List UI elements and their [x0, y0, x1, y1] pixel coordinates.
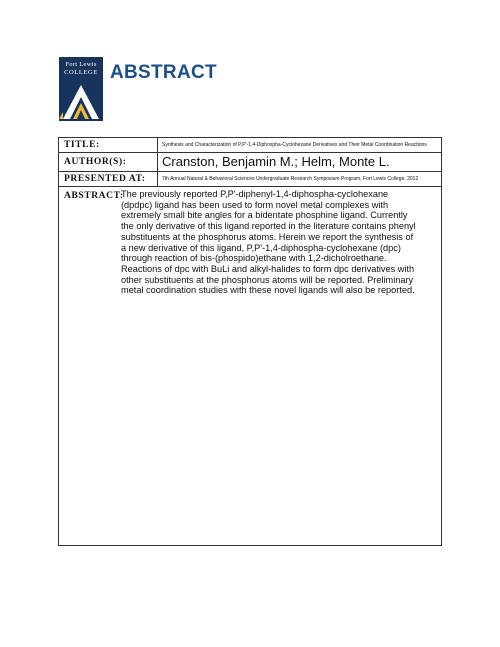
- title-label: TITLE:: [64, 140, 100, 150]
- title-row: [59, 138, 441, 153]
- abstract-line: through reaction of bis-(phospido)ethane with 1,2-dicholroethane.: [121, 253, 387, 264]
- abstract-line: substituents at the phosphorus atoms. Herein we report the synthesis of: [121, 231, 414, 242]
- authors-label: AUTHOR(S):: [64, 157, 127, 167]
- presented-label: PRESENTED AT:: [64, 174, 146, 184]
- logo-mountain-icon: [59, 79, 103, 121]
- logo-line-1: Fort Lewis: [65, 61, 97, 68]
- authors-value: Cranston, Benjamin M.; Helm, Monte L.: [162, 154, 390, 169]
- abstract-line: metal coordination studies with these novel ligands will also be reported.: [121, 285, 415, 296]
- page-title: ABSTRACT: [110, 62, 217, 83]
- column-divider: [157, 172, 158, 186]
- column-divider: [157, 153, 158, 171]
- abstract-text: [121, 189, 439, 296]
- presented-row: [59, 172, 441, 187]
- abstract-label: ABSTRACT:: [64, 191, 124, 201]
- abstract-form: [58, 137, 442, 546]
- abstract-line: a new derivative of this ligand, P,P'-1,4-diphospha-cyclohexane (dpc): [121, 242, 401, 253]
- column-divider: [157, 138, 158, 152]
- abstract-line: extremely small bite angles for a bidentate phosphine ligand. Currently: [121, 210, 408, 221]
- authors-row: [59, 153, 441, 172]
- abstract-line: (dpdpc) ligand has been used to form novel metal complexes with: [121, 199, 389, 210]
- presented-value: 7th Annual Natural & Behavioral Sciences Undergraduate Research Symposium Program, Fort Lewis College, 2012: [162, 176, 419, 182]
- abstract-line: The previously reported P,P'-diphenyl-1,4-diphospha-cyclohexane: [121, 189, 389, 199]
- abstract-line: other substituents at the phosphorus atoms will be reported. Preliminary: [121, 274, 414, 285]
- title-value: Synthesis and Characterization of P,P'-1,4-Diphospha-Cyclohexane Derivatives and Their Metal Coordination Reactions: [162, 142, 427, 148]
- abstract-line: the only derivative of this ligand reported in the literature contains phenyl: [121, 221, 416, 232]
- college-logo-icon: [59, 57, 103, 121]
- abstract-line: Reactions of dpc with BuLi and alkyl-halides to form dpc derivatives with: [121, 263, 415, 274]
- logo-line-2: COLLEGE: [64, 69, 98, 76]
